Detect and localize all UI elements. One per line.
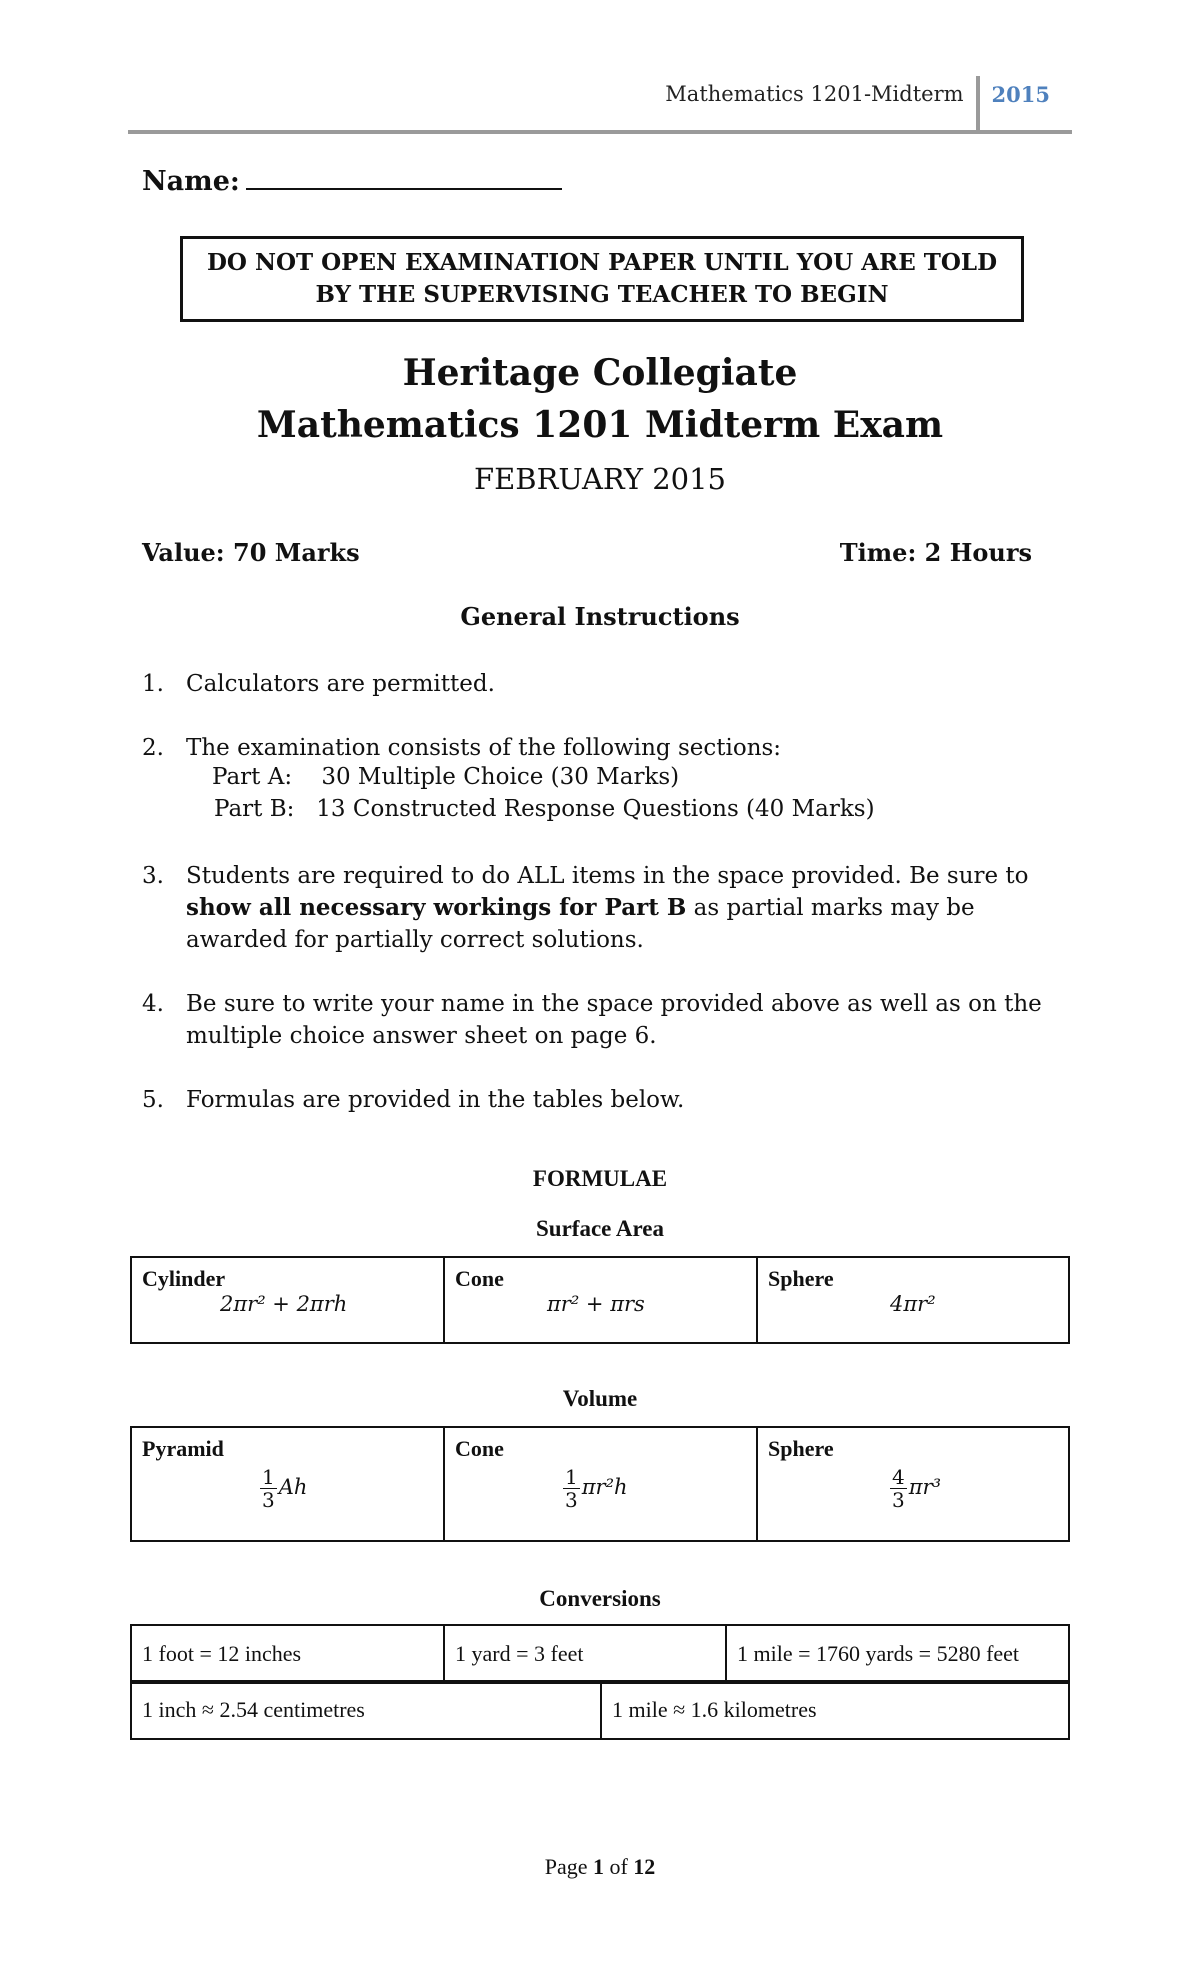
conversion-cell: 1 mile ≈ 1.6 kilometres bbox=[601, 1681, 1069, 1739]
instruction-emphasis: show all necessary workings for Part B bbox=[186, 894, 687, 921]
instruction-2 bbox=[142, 732, 1072, 764]
surface-area-table bbox=[130, 1256, 1070, 1344]
shape-name: Cone bbox=[455, 1266, 504, 1291]
shape-name: Sphere bbox=[768, 1436, 834, 1461]
instructions-heading: General Instructions bbox=[460, 602, 740, 631]
volume-cell bbox=[444, 1427, 757, 1541]
of-word: of bbox=[609, 1854, 628, 1879]
instruction-number: 4. bbox=[142, 991, 164, 1017]
formula: 2πr² + 2πrh bbox=[220, 1292, 348, 1316]
volume-caption: Volume bbox=[562, 1386, 638, 1411]
instruction-text-line: awarded for partially correct solutions. bbox=[186, 927, 644, 953]
surface-area-cell bbox=[444, 1257, 757, 1343]
conversion-cell: 1 mile = 1760 yards = 5280 feet bbox=[726, 1625, 1069, 1683]
instruction-text-line: as partial marks may be bbox=[686, 895, 975, 921]
instruction-number: 5. bbox=[142, 1087, 164, 1113]
school-name: Heritage Collegiate bbox=[402, 352, 798, 394]
instruction-number: 1. bbox=[142, 671, 164, 697]
warning-text: DO NOT OPEN EXAMINATION PAPER UNTIL YOU ARE TOLD BY THE SUPERVISING TEACHER TO BEGIN bbox=[206, 249, 998, 308]
volume-table bbox=[130, 1426, 1070, 1542]
page-total: 12 bbox=[633, 1854, 656, 1879]
section-label: Part B: bbox=[214, 796, 295, 822]
conversion-cell: 1 inch ≈ 2.54 centimetres bbox=[131, 1681, 601, 1739]
conversion-cell: 1 foot = 12 inches bbox=[131, 1625, 444, 1683]
section-text: 30 Multiple Choice (30 Marks) bbox=[321, 764, 680, 790]
formula: $\frac{1}{3}$ Ah bbox=[262, 1465, 308, 1512]
formula: $\frac{1}{3}$ πr²h bbox=[565, 1465, 628, 1512]
page-footer bbox=[0, 1854, 1200, 1880]
instruction-5 bbox=[142, 1084, 1072, 1116]
conversions-table bbox=[130, 1624, 1070, 1684]
shape-name: Cylinder bbox=[142, 1266, 226, 1291]
conversion-cell: 1 yard = 3 feet bbox=[444, 1625, 726, 1683]
section-label: Part A: bbox=[212, 764, 293, 790]
instruction-text-line: Students are required to do ALL items in the space provided. Be sure to bbox=[186, 863, 1029, 889]
value-label: Value: 70 Marks bbox=[142, 538, 360, 567]
section-text: 13 Constructed Response Questions (40 Marks) bbox=[316, 796, 875, 822]
instruction-1 bbox=[142, 668, 1072, 700]
conversions-table-row2 bbox=[130, 1680, 1070, 1740]
surface-area-caption: Surface Area bbox=[536, 1216, 664, 1241]
name-blank[interactable] bbox=[246, 166, 562, 190]
page-number: 1 bbox=[592, 1854, 604, 1879]
time-label: Time: 2 Hours bbox=[839, 538, 1032, 567]
fraction: $\frac{1}{3}$ bbox=[565, 1465, 578, 1512]
instruction-3 bbox=[142, 860, 1072, 956]
fraction: $\frac{4}{3}$ bbox=[892, 1465, 905, 1512]
instruction-text-line: Be sure to write your name in the space provided above as well as on the bbox=[186, 991, 1042, 1017]
volume-cell bbox=[757, 1427, 1069, 1541]
volume-cell bbox=[131, 1427, 444, 1541]
running-title: Mathematics 1201-Midterm bbox=[665, 82, 964, 106]
exam-date: FEBRUARY 2015 bbox=[473, 462, 727, 496]
instruction-number: 3. bbox=[142, 863, 164, 889]
instruction-text: The examination consists of the following sections: bbox=[186, 735, 782, 761]
conversions-caption: Conversions bbox=[539, 1586, 661, 1611]
section-part-b bbox=[214, 796, 875, 822]
warning-box bbox=[180, 236, 1024, 322]
header-rule bbox=[128, 130, 1072, 134]
name-line bbox=[142, 166, 562, 197]
name-label: Name: bbox=[142, 166, 240, 197]
instruction-number: 2. bbox=[142, 735, 164, 761]
running-header bbox=[665, 76, 1050, 134]
page-word: Page bbox=[544, 1854, 588, 1879]
formulae-heading: FORMULAE bbox=[532, 1166, 668, 1191]
formula: πr² + πrs bbox=[547, 1292, 645, 1316]
surface-area-cell bbox=[757, 1257, 1069, 1343]
instruction-text: Calculators are permitted. bbox=[186, 671, 495, 697]
surface-area-cell bbox=[131, 1257, 444, 1343]
shape-name: Sphere bbox=[768, 1266, 834, 1291]
exam-title: Mathematics 1201 Midterm Exam bbox=[256, 404, 944, 446]
formula: $\frac{4}{3}$ πr³ bbox=[892, 1465, 941, 1512]
header-year: 2015 bbox=[991, 82, 1050, 107]
instruction-text-line: multiple choice answer sheet on page 6. bbox=[186, 1023, 657, 1049]
shape-name: Pyramid bbox=[142, 1436, 224, 1461]
fraction: $\frac{1}{3}$ bbox=[262, 1465, 275, 1512]
formula: 4πr² bbox=[890, 1292, 936, 1316]
instruction-text: Formulas are provided in the tables below. bbox=[186, 1087, 685, 1113]
section-part-a bbox=[212, 764, 679, 790]
shape-name: Cone bbox=[455, 1436, 504, 1461]
instruction-4 bbox=[142, 988, 1072, 1052]
